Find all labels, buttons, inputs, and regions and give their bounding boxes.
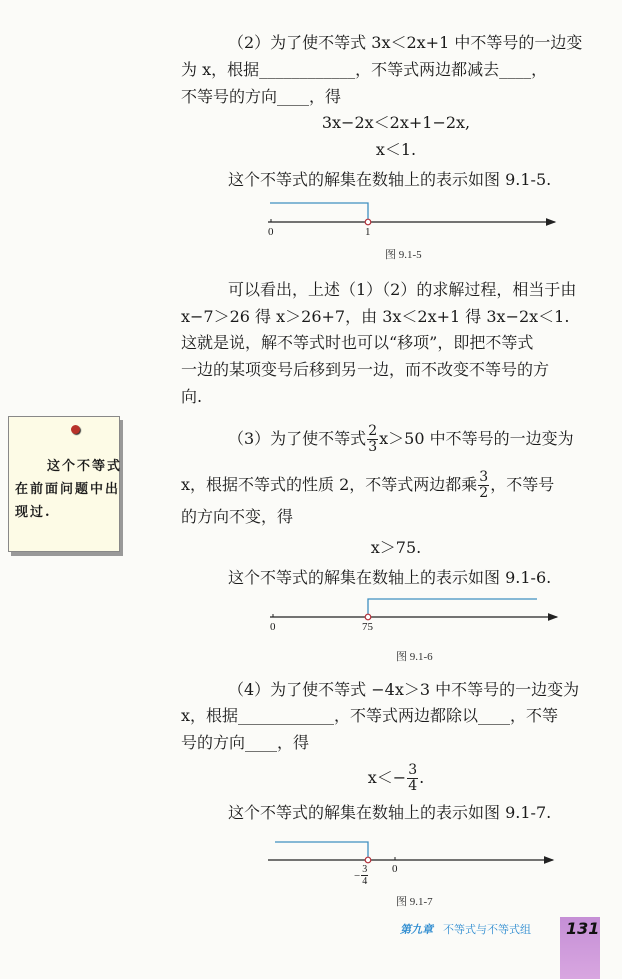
- part3-figure-reference: 这个不等式的解集在数轴上的表示如图 9.1-6.: [228, 568, 552, 587]
- text: （3）为了使不等式: [228, 429, 367, 448]
- chapter-title: 不等式与不等式组: [443, 923, 531, 936]
- part4-line-1: （4）为了使不等式 −4x＞3 中不等号的一边变为: [228, 680, 580, 699]
- open-circle: [365, 614, 371, 620]
- solution-ray: [275, 842, 368, 857]
- fig3-caption: 图 9.1-7: [396, 896, 433, 908]
- text: x，根据不等式的性质 2，不等式两边都乘: [181, 475, 478, 494]
- part3-line-1: [228, 424, 574, 455]
- solution-ray: [270, 203, 368, 219]
- figure-9-1-6: [270, 599, 557, 620]
- part4-equation: [181, 763, 611, 794]
- fig1-caption: 图 9.1-5: [385, 249, 422, 261]
- explain-line-3: 这就是说，解不等式时也可以“移项”，即把不等式: [181, 333, 534, 352]
- part2-figure-reference: 这个不等式的解集在数轴上的表示如图 9.1-5.: [228, 170, 552, 189]
- chapter-label: 第九章: [400, 923, 433, 936]
- part2-line-1: （2）为了使不等式 3x＜2x+1 中不等号的一边变: [228, 33, 583, 52]
- part4-figure-reference: 这个不等式的解集在数轴上的表示如图 9.1-7.: [228, 803, 552, 822]
- explain-line-4: 一边的某项变号后移到另一边，而不改变不等号的方: [181, 360, 550, 379]
- open-circle: [365, 219, 371, 225]
- page-number-tab: [560, 917, 600, 979]
- part3-line-2: [181, 470, 554, 501]
- fraction: [361, 864, 368, 887]
- part2-equation-1: 3x−2x＜2x+1−2x,: [321, 113, 471, 132]
- fig2-tick-label-0: 0: [270, 621, 276, 633]
- fig3-tick-label-neg-three-quarters: [354, 864, 369, 887]
- explain-line-5: 向.: [181, 387, 203, 406]
- note-line-1: 这个不等式: [47, 459, 123, 474]
- denominator: 2: [479, 485, 489, 501]
- part2-line-3: 不等号的方向____，得: [181, 87, 342, 106]
- text: x＜−: [367, 768, 407, 787]
- numerator: 3: [479, 469, 489, 485]
- part2-line-2: 为 x，根据____________，不等式两边都减去____，: [181, 60, 548, 79]
- numerator: 2: [368, 423, 378, 439]
- text: ，不等号: [490, 475, 555, 494]
- text: x＞50 中不等号的一边变为: [379, 429, 574, 448]
- fig3-tick-label-0: 0: [392, 863, 398, 875]
- fraction: [367, 424, 378, 455]
- part4-line-3: 号的方向____，得: [181, 733, 310, 752]
- numerator: 3: [408, 762, 418, 778]
- fig2-caption: 图 9.1-6: [396, 651, 433, 663]
- denominator: 4: [408, 778, 418, 794]
- fig1-tick-label-1: 1: [365, 226, 371, 238]
- page-number: 131: [566, 919, 600, 938]
- open-circle: [365, 857, 371, 863]
- part3-line-3: 的方向不变，得: [181, 507, 294, 526]
- fraction: [407, 763, 418, 794]
- figure-9-1-5: [268, 203, 555, 225]
- note-line-3: 现过.: [15, 505, 52, 520]
- denominator: 4: [362, 876, 368, 887]
- part2-equation-2: x＜1.: [375, 140, 417, 159]
- chapter-footer: [400, 921, 531, 937]
- fig2-tick-label-75: 75: [362, 621, 373, 633]
- minus-sign: −: [354, 869, 361, 882]
- note-line-2: 在前面问题中出: [15, 482, 121, 497]
- numerator: 3: [362, 864, 368, 875]
- part3-equation: x＞75.: [370, 538, 422, 557]
- text: .: [419, 768, 425, 787]
- denominator: 3: [368, 439, 378, 455]
- explain-line-2: x−7＞26 得 x＞26+7，由 3x＜2x+1 得 3x−2x＜1.: [181, 307, 570, 326]
- fraction: [478, 470, 489, 501]
- explain-line-1: 可以看出，上述（1）（2）的求解过程，相当于由: [228, 280, 577, 299]
- fig1-tick-label-0: 0: [268, 226, 274, 238]
- figure-9-1-7: [268, 842, 553, 863]
- part4-line-2: x，根据____________，不等式两边都除以____，不等: [181, 706, 559, 725]
- pin-icon: [71, 425, 80, 434]
- side-note: [8, 416, 123, 552]
- solution-ray: [368, 599, 537, 614]
